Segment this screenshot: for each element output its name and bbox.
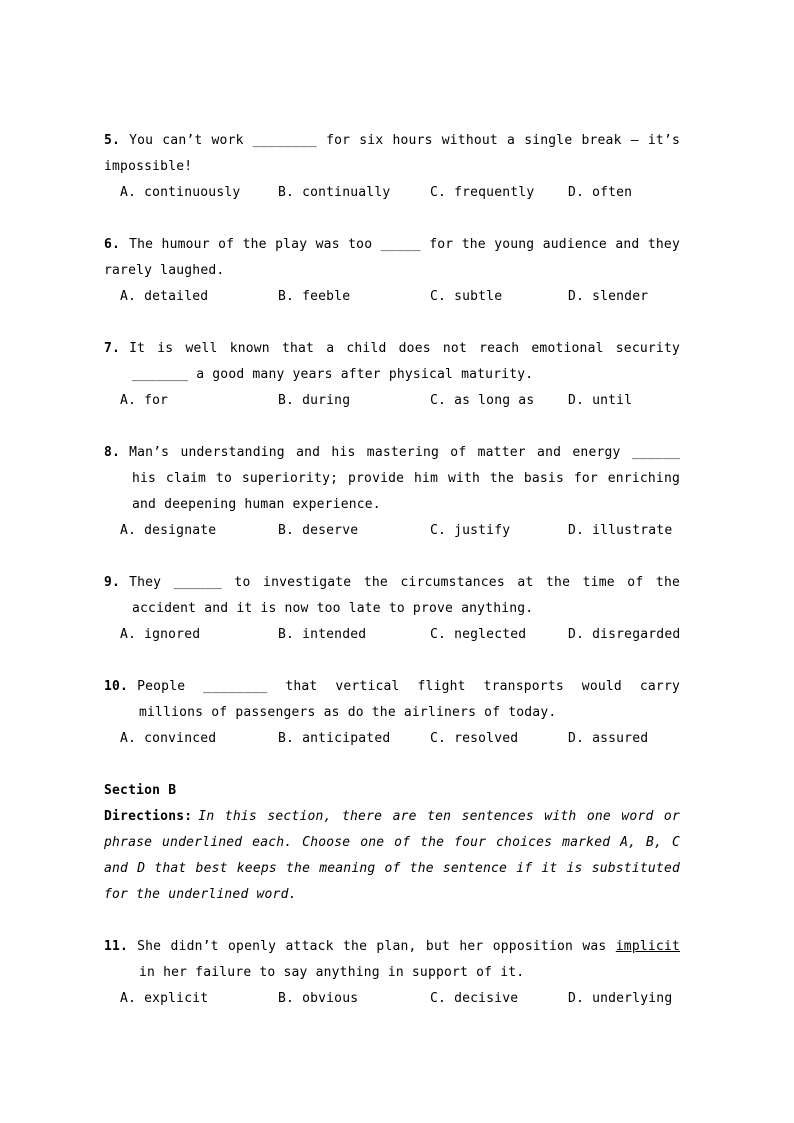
directions-label: Directions: [104, 809, 193, 824]
question-text [104, 128, 680, 180]
question-number: 9. [104, 575, 121, 590]
option-c: C. decisive [430, 991, 519, 1006]
question-sentence-after: in her failure to say anything in support of it. [139, 965, 525, 980]
question-text [104, 232, 680, 284]
question-10 [104, 674, 680, 752]
option-b: B. continually [278, 185, 391, 200]
options-row [104, 726, 680, 752]
option-d: D. until [568, 393, 633, 408]
option-a: A. continuously [120, 185, 241, 200]
question-sentence: You can’t work ________ for six hours without a single break — it’s impossible! [104, 133, 680, 174]
question-text [104, 674, 680, 726]
option-b: B. during [278, 393, 351, 408]
question-number: 10. [104, 679, 129, 694]
option-b: B. obvious [278, 991, 359, 1006]
question-5 [104, 128, 680, 206]
option-a: A. detailed [120, 289, 209, 304]
options-row [104, 388, 680, 414]
question-number: 11. [104, 939, 129, 954]
option-d: D. assured [568, 731, 649, 746]
question-sentence: Man’s understanding and his mastering of matter and energy ______ his claim to superiority; provide him with the basis for enriching and deepening human experience. [129, 445, 680, 512]
option-b: B. deserve [278, 523, 359, 538]
option-d: D. illustrate [568, 523, 673, 538]
option-c: C. resolved [430, 731, 519, 746]
option-b: B. feeble [278, 289, 351, 304]
options-row [104, 518, 680, 544]
question-sentence: People ________ that vertical flight transports would carry millions of passengers as do the airliners of today. [137, 679, 680, 720]
section-a [104, 128, 680, 752]
option-d: D. slender [568, 289, 649, 304]
question-number: 8. [104, 445, 121, 460]
section-b-heading: Section B [104, 783, 177, 798]
option-b: B. intended [278, 627, 367, 642]
question-sentence: They ______ to investigate the circumstances at the time of the accident and it is now too late to prove anything. [129, 575, 680, 616]
option-b: B. anticipated [278, 731, 391, 746]
options-row [104, 622, 680, 648]
question-sentence: It is well known that a child does not reach emotional security _______ a good many years after physical maturity. [129, 341, 680, 382]
question-7 [104, 336, 680, 414]
option-c: C. justify [430, 523, 511, 538]
underlined-word: implicit [615, 939, 680, 954]
option-d: D. often [568, 185, 633, 200]
question-text [104, 934, 680, 986]
option-c: C. neglected [430, 627, 527, 642]
question-number: 5. [104, 133, 121, 148]
options-row [104, 986, 680, 1012]
question-number: 6. [104, 237, 121, 252]
option-a: A. for [120, 393, 169, 408]
question-9 [104, 570, 680, 648]
option-d: D. disregarded [568, 627, 681, 642]
question-sentence: The humour of the play was too _____ for the young audience and they rarely laughed. [104, 237, 680, 278]
question-text [104, 336, 680, 388]
option-c: C. as long as [430, 393, 535, 408]
question-text [104, 570, 680, 622]
directions-text: In this section, there are ten sentences with one word or phrase underlined each. Choose one of the four choices marked A, B, C and D that best keeps the meaning of the sentence if it is substituted for the underlined word. [104, 809, 680, 902]
section-b [104, 778, 680, 1012]
options-row [104, 284, 680, 310]
question-sentence-before: She didn’t openly attack the plan, but her opposition was [137, 939, 616, 954]
option-a: A. explicit [120, 991, 209, 1006]
option-a: A. convinced [120, 731, 217, 746]
question-8 [104, 440, 680, 544]
option-c: C. subtle [430, 289, 503, 304]
option-c: C. frequently [430, 185, 535, 200]
question-6 [104, 232, 680, 310]
option-a: A. ignored [120, 627, 201, 642]
options-row [104, 180, 680, 206]
option-d: D. underlying [568, 991, 673, 1006]
question-11 [104, 934, 680, 1012]
option-a: A. designate [120, 523, 217, 538]
question-number: 7. [104, 341, 121, 356]
section-b-directions [104, 804, 680, 908]
question-text [104, 440, 680, 518]
